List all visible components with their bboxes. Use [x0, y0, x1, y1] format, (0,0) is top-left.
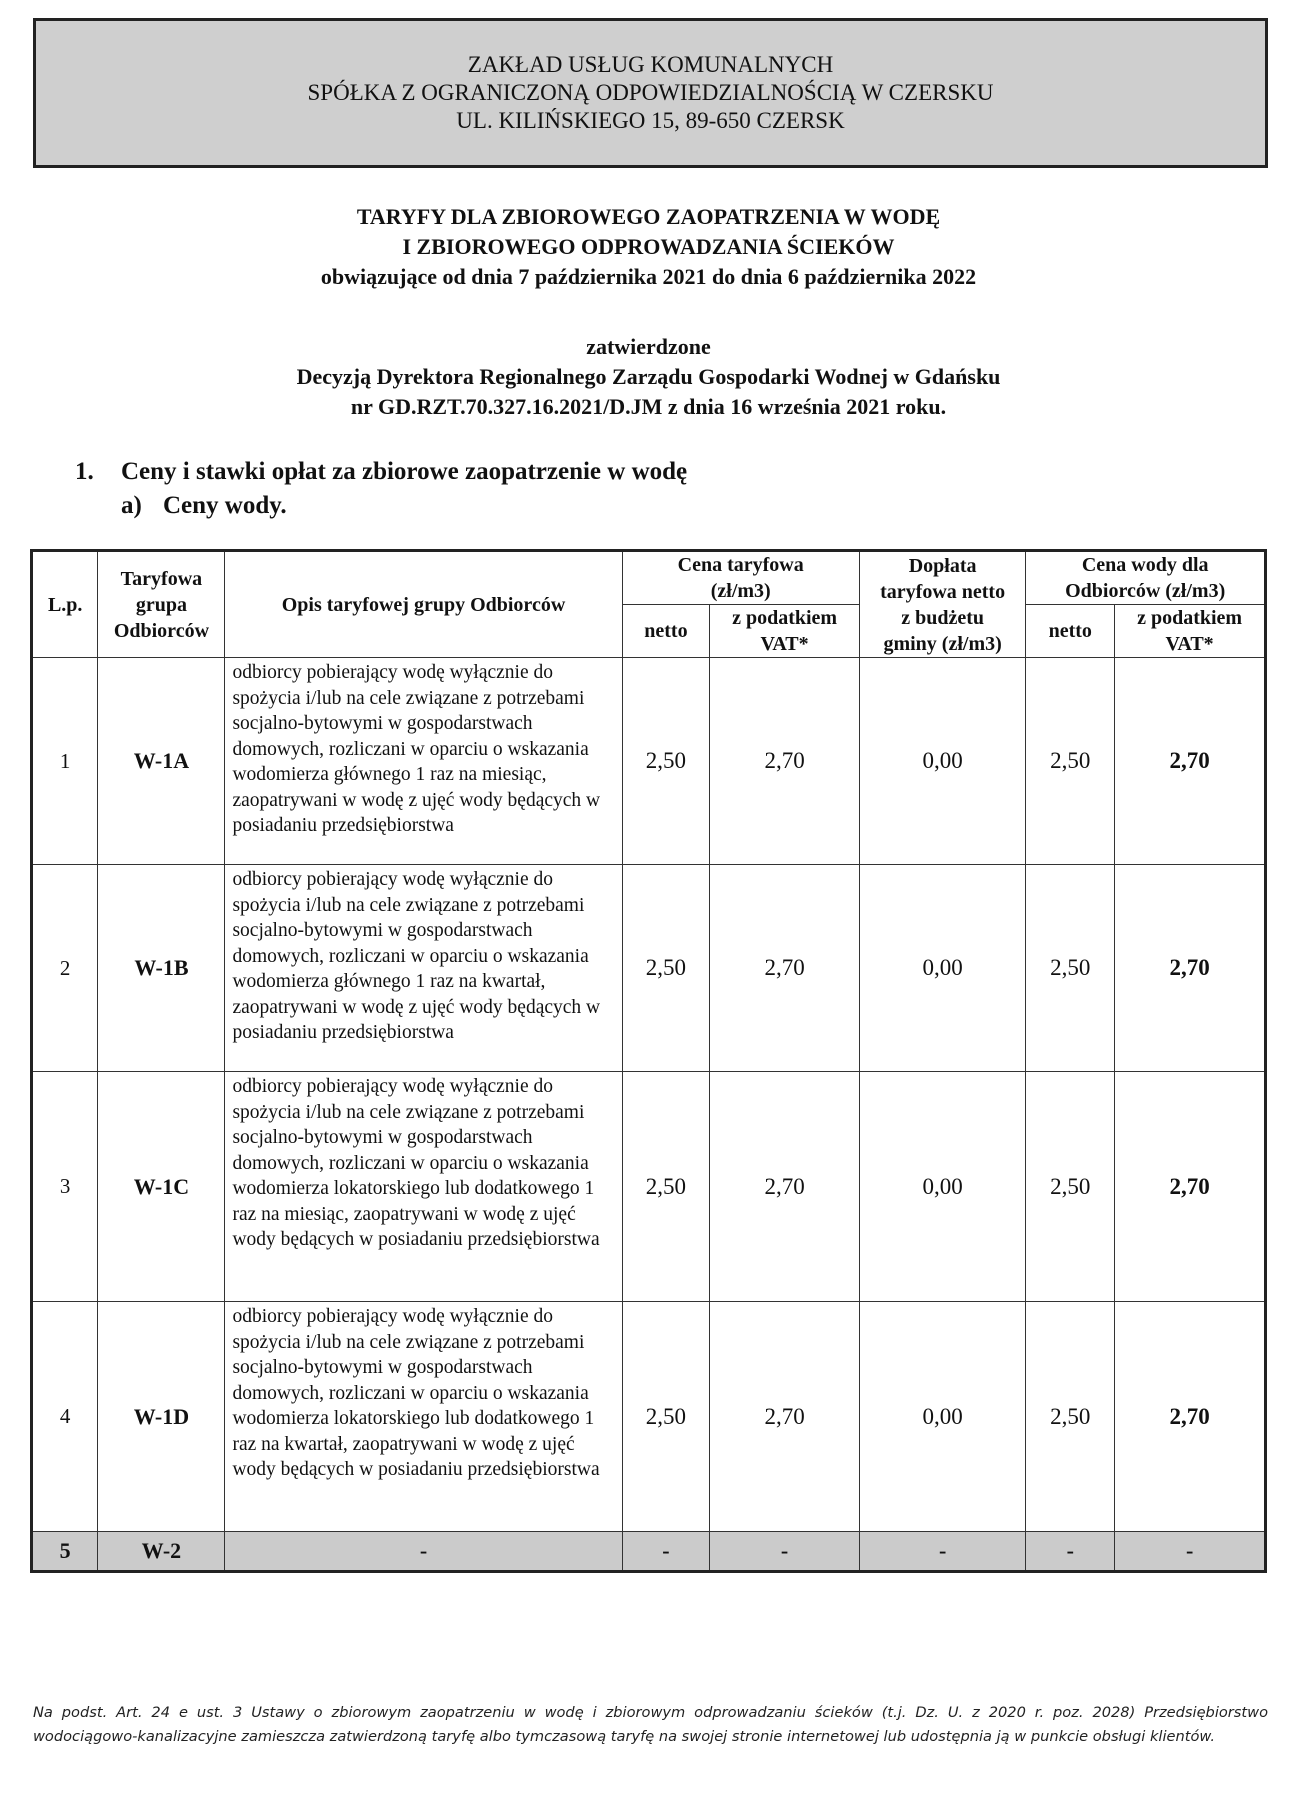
- header-customer-price-line-2: Odbiorców (zł/m3): [1065, 580, 1226, 602]
- row-vat: -: [710, 1532, 860, 1572]
- header-customer-price: [1026, 551, 1266, 605]
- row-description: odbiorcy pobierający wodę wyłącznie do spożycia i/lub na cele związane z potrzebami socjalno-bytowymi w gospodarstwach domowych, rozliczani w oparciu o wskazania wodomierza głównego 1 raz na miesiąc, zaopatrywani w wodę z ujęć wody będących w posiadaniu przedsiębiorstwa: [225, 658, 622, 865]
- header-customer-price-line-1: Cena wody dla: [1081, 554, 1209, 576]
- row-netto: 2,50: [622, 658, 710, 865]
- approval-note: [0, 332, 1297, 422]
- row-group: W-1B: [98, 865, 225, 1072]
- header-lp: L.p.: [32, 551, 98, 658]
- row-subsidy: 0,00: [859, 865, 1025, 1072]
- header-tariff-vat-line-1: z podatkiem: [732, 607, 838, 629]
- header-subsidy: [859, 551, 1025, 658]
- row-vat: 2,70: [710, 865, 860, 1072]
- table-row: [32, 1072, 1266, 1302]
- row-netto: 2,50: [622, 865, 710, 1072]
- title-line-1: TARYFY DLA ZBIOROWEGO ZAOPATRZENIA W WODĘ: [356, 204, 941, 229]
- row-netto: 2,50: [622, 1072, 710, 1302]
- row-subsidy: 0,00: [859, 658, 1025, 865]
- row-netto: 2,50: [622, 1302, 710, 1532]
- company-header: [33, 18, 1268, 168]
- header-group-line-3: Odbiorców: [113, 619, 210, 642]
- subsection-number: a): [121, 492, 142, 519]
- table-row: [32, 658, 1266, 865]
- header-group: [98, 551, 225, 658]
- row-lp: 1: [32, 658, 98, 865]
- row-customer-vat: 2,70: [1115, 658, 1266, 865]
- row-customer-netto: -: [1026, 1532, 1115, 1572]
- title-line-2: I ZBIOROWEGO ODPROWADZANIA ŚCIEKÓW: [402, 234, 895, 259]
- header-customer-vat: [1115, 605, 1266, 658]
- row-group: W-1A: [98, 658, 225, 865]
- row-subsidy: 0,00: [859, 1302, 1025, 1532]
- company-name: ZAKŁAD USŁUG KOMUNALNYCH: [467, 52, 834, 77]
- company-legal-form: SPÓŁKA Z OGRANICZONĄ ODPOWIEDZIALNOŚCIĄ W CZERSKU: [307, 80, 994, 105]
- document-title: [0, 202, 1297, 292]
- row-customer-vat: 2,70: [1115, 865, 1266, 1072]
- header-tariff-price-line-2: (zł/m3): [710, 580, 771, 602]
- row-lp: 2: [32, 865, 98, 1072]
- row-vat: 2,70: [710, 1302, 860, 1532]
- validity-period: obwiązujące od dnia 7 października 2021 do dnia 6 października 2022: [320, 264, 977, 289]
- row-customer-vat: -: [1115, 1532, 1266, 1572]
- row-group: W-2: [98, 1532, 225, 1572]
- row-subsidy: 0,00: [859, 1072, 1025, 1302]
- approval-line-1: zatwierdzone: [586, 334, 711, 359]
- water-price-table: [30, 549, 1267, 1573]
- header-subsidy-line-1: Dopłata: [908, 554, 977, 577]
- row-lp: 5: [32, 1532, 98, 1572]
- header-tariff-price: [622, 551, 859, 605]
- header-tariff-vat-line-2: VAT*: [760, 633, 809, 655]
- header-tariff-netto: netto: [622, 605, 710, 658]
- section-title: Ceny i stawki opłat za zbiorowe zaopatrzenie w wodę: [121, 458, 688, 485]
- header-description: Opis taryfowej grupy Odbiorców: [225, 551, 622, 658]
- section-heading: [75, 455, 687, 489]
- row-subsidy: -: [859, 1532, 1025, 1572]
- section-number: 1.: [75, 458, 94, 485]
- subsection-heading: [121, 489, 287, 523]
- subsection-title: Ceny wody.: [163, 492, 287, 519]
- row-lp: 4: [32, 1302, 98, 1532]
- row-description: -: [225, 1532, 622, 1572]
- header-subsidy-line-4: gminy (zł/m3): [883, 632, 1002, 655]
- row-customer-netto: 2,50: [1026, 865, 1115, 1072]
- header-group-line-2: grupa: [135, 593, 187, 616]
- header-subsidy-line-2: taryfowa netto: [880, 580, 1006, 603]
- row-vat: 2,70: [710, 658, 860, 865]
- row-customer-netto: 2,50: [1026, 658, 1115, 865]
- header-tariff-vat: [710, 605, 860, 658]
- header-tariff-price-line-1: Cena taryfowa: [677, 554, 804, 576]
- row-customer-vat: 2,70: [1115, 1072, 1266, 1302]
- table-row: [32, 1532, 1266, 1572]
- company-address: UL. KILIŃSKIEGO 15, 89-650 CZERSK: [456, 108, 845, 133]
- row-netto: -: [622, 1532, 710, 1572]
- header-subsidy-line-3: z budżetu: [901, 606, 984, 629]
- header-group-line-1: Taryfowa: [120, 567, 203, 590]
- row-customer-netto: 2,50: [1026, 1302, 1115, 1532]
- row-description: odbiorcy pobierający wodę wyłącznie do spożycia i/lub na cele związane z potrzebami socjalno-bytowymi w gospodarstwach domowych, rozliczani w oparciu o wskazania wodomierza lokatorskiego lub dodatkowego 1 raz na kwartał, zaopatrywani w wodę z ujęć wody będących w posiadaniu przedsiębiorstwa: [225, 1302, 622, 1532]
- row-vat: 2,70: [710, 1072, 860, 1302]
- row-lp: 3: [32, 1072, 98, 1302]
- approval-line-3: nr GD.RZT.70.327.16.2021/D.JM z dnia 16 września 2021 roku.: [350, 394, 947, 419]
- row-description: odbiorcy pobierający wodę wyłącznie do spożycia i/lub na cele związane z potrzebami socjalno-bytowymi w gospodarstwach domowych, rozliczani w oparciu o wskazania wodomierza lokatorskiego lub dodatkowego 1 raz na miesiąc, zaopatrywani w wodę z ujęć wody będących w posiadaniu przedsiębiorstwa: [225, 1072, 622, 1302]
- table-row: [32, 865, 1266, 1072]
- row-group: W-1D: [98, 1302, 225, 1532]
- table-row: [32, 1302, 1266, 1532]
- row-group: W-1C: [98, 1072, 225, 1302]
- header-customer-vat-line-2: VAT*: [1165, 633, 1214, 655]
- header-customer-netto: netto: [1026, 605, 1115, 658]
- legal-footnote: Na podst. Art. 24 e ust. 3 Ustawy o zbiorowym zaopatrzeniu w wodę i zbiorowym odprowadzaniu ścieków (t.j. Dz. U. z 2020 r. poz. 2028) Przedsiębiorstwo wodociągowo-kanalizacyjne zamieszcza zatwierdzoną taryfę albo tymczasową taryfę na swojej stronie internetowej lub udostępnia ją w punkcie obsługi klientów.: [33, 1704, 1268, 1745]
- row-customer-netto: 2,50: [1026, 1072, 1115, 1302]
- row-description: odbiorcy pobierający wodę wyłącznie do spożycia i/lub na cele związane z potrzebami socjalno-bytowymi w gospodarstwach domowych, rozliczani w oparciu o wskazania wodomierza głównego 1 raz na kwartał, zaopatrywani w wodę z ujęć wody będących w posiadaniu przedsiębiorstwa: [225, 865, 622, 1072]
- row-customer-vat: 2,70: [1115, 1302, 1266, 1532]
- header-customer-vat-line-1: z podatkiem: [1137, 607, 1243, 629]
- approval-line-2: Decyzją Dyrektora Regionalnego Zarządu Gospodarki Wodnej w Gdańsku: [296, 364, 1001, 389]
